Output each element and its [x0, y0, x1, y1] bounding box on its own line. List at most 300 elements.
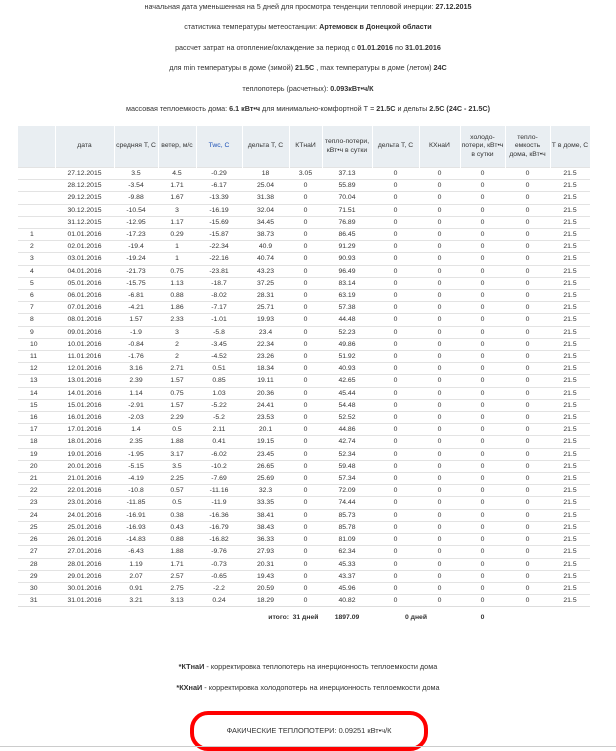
- table-row: [18, 253, 590, 265]
- col-header-cool-loss: холодо-потери, кВт•ч в сутки: [460, 126, 505, 168]
- table-cell: 0: [419, 168, 460, 180]
- table-cell: 0.41: [196, 436, 242, 448]
- table-row: [18, 277, 590, 289]
- table-cell: 52.52: [322, 412, 372, 424]
- table-row: [18, 460, 590, 472]
- table-cell: 40.74: [242, 253, 289, 265]
- table-cell: 0: [419, 485, 460, 497]
- table-cell: 0: [460, 595, 505, 607]
- table-cell: -16.36: [196, 509, 242, 521]
- totals-cool-loss: 0: [460, 607, 505, 630]
- table-cell: 0: [505, 326, 550, 338]
- table-cell: 0: [372, 253, 419, 265]
- table-cell: 0: [505, 204, 550, 216]
- table-cell: 0: [460, 290, 505, 302]
- table-cell: 0: [460, 534, 505, 546]
- table-cell: 20.59: [242, 582, 289, 594]
- table-cell: 21.5: [550, 387, 590, 399]
- table-cell: 0: [505, 399, 550, 411]
- table-cell: -1.9: [114, 326, 158, 338]
- col-header-twc[interactable]: Twc, C: [196, 126, 242, 168]
- table-cell: 0: [505, 436, 550, 448]
- table-cell: 0: [419, 363, 460, 375]
- table-cell: 0: [289, 302, 322, 314]
- table-cell: 25.01.2016: [55, 521, 114, 533]
- table-cell: 1.4: [114, 424, 158, 436]
- table-cell: 0: [289, 180, 322, 192]
- table-cell: 0: [419, 582, 460, 594]
- table-cell: 43.23: [242, 265, 289, 277]
- table-cell: 96.49: [322, 265, 372, 277]
- row-index-cell: 30: [18, 582, 55, 594]
- table-cell: 0: [419, 375, 460, 387]
- table-cell: 0: [372, 204, 419, 216]
- table-cell: 17.01.2016: [55, 424, 114, 436]
- table-cell: -7.69: [196, 473, 242, 485]
- table-cell: -5.22: [196, 399, 242, 411]
- table-cell: 0: [289, 436, 322, 448]
- table-cell: 32.04: [242, 204, 289, 216]
- table-cell: 3.13: [158, 595, 196, 607]
- table-cell: 14.01.2016: [55, 387, 114, 399]
- table-cell: -23.81: [196, 265, 242, 277]
- table-row: [18, 192, 590, 204]
- table-cell: -22.16: [196, 253, 242, 265]
- table-cell: 0: [505, 387, 550, 399]
- table-cell: 54.48: [322, 399, 372, 411]
- table-cell: 0: [372, 595, 419, 607]
- table-cell: 0: [419, 399, 460, 411]
- table-cell: -1.01: [196, 314, 242, 326]
- table-row: [18, 521, 590, 533]
- table-cell: 0: [505, 509, 550, 521]
- table-cell: 29.12.2015: [55, 192, 114, 204]
- table-cell: 0.24: [196, 595, 242, 607]
- table-cell: 0: [372, 290, 419, 302]
- table-cell: 21.5: [550, 265, 590, 277]
- row-index-cell: [18, 192, 55, 204]
- table-cell: 21.5: [550, 229, 590, 241]
- table-cell: 0: [419, 314, 460, 326]
- table-cell: 27.93: [242, 546, 289, 558]
- table-row: [18, 265, 590, 277]
- table-cell: 38.73: [242, 229, 289, 241]
- table-cell: 0: [505, 363, 550, 375]
- table-cell: -19.4: [114, 241, 158, 253]
- table-cell: 04.01.2016: [55, 265, 114, 277]
- table-cell: 0: [460, 241, 505, 253]
- row-index-cell: 15: [18, 399, 55, 411]
- table-row: [18, 497, 590, 509]
- table-cell: 0: [372, 180, 419, 192]
- table-cell: 10.01.2016: [55, 338, 114, 350]
- row-index-cell: 29: [18, 570, 55, 582]
- col-header-khnai: КХнаИ: [419, 126, 460, 168]
- col-header-avg-temp: средняя Т, С: [114, 126, 158, 168]
- col-header-heat-loss: тепло-потери, кВт•ч в сутки: [322, 126, 372, 168]
- table-cell: 52.23: [322, 326, 372, 338]
- table-cell: 27.12.2015: [55, 168, 114, 180]
- table-cell: 86.45: [322, 229, 372, 241]
- table-cell: -15.87: [196, 229, 242, 241]
- table-cell: 3: [158, 326, 196, 338]
- table-cell: 0: [505, 192, 550, 204]
- table-cell: 0: [460, 485, 505, 497]
- table-cell: -0.65: [196, 570, 242, 582]
- table-cell: 45.96: [322, 582, 372, 594]
- table-cell: 21.5: [550, 338, 590, 350]
- table-row: [18, 314, 590, 326]
- table-cell: 72.09: [322, 485, 372, 497]
- table-cell: 0: [289, 412, 322, 424]
- table-cell: 0: [419, 473, 460, 485]
- row-index-cell: 3: [18, 253, 55, 265]
- table-cell: 0: [372, 168, 419, 180]
- totals-heat-loss: 1897.09: [322, 607, 372, 630]
- table-cell: -9.76: [196, 546, 242, 558]
- table-cell: -6.17: [196, 180, 242, 192]
- table-cell: 0: [505, 216, 550, 228]
- table-cell: 45.33: [322, 558, 372, 570]
- table-cell: 09.01.2016: [55, 326, 114, 338]
- table-cell: 18.34: [242, 363, 289, 375]
- table-row: [18, 387, 590, 399]
- table-cell: -2.91: [114, 399, 158, 411]
- table-cell: 2.35: [114, 436, 158, 448]
- table-cell: 59.48: [322, 460, 372, 472]
- row-index-cell: 21: [18, 473, 55, 485]
- table-cell: 0: [289, 229, 322, 241]
- table-cell: -11.85: [114, 497, 158, 509]
- table-cell: 06.01.2016: [55, 290, 114, 302]
- table-cell: 1: [158, 253, 196, 265]
- table-cell: 0.75: [158, 387, 196, 399]
- row-index-cell: 4: [18, 265, 55, 277]
- totals-heat-days: 31 дней: [289, 607, 322, 630]
- col-header-index: [18, 126, 55, 168]
- table-cell: 1.57: [158, 375, 196, 387]
- table-cell: 21.5: [550, 534, 590, 546]
- table-cell: 0: [460, 460, 505, 472]
- table-cell: 02.01.2016: [55, 241, 114, 253]
- table-cell: 37.25: [242, 277, 289, 289]
- table-cell: 0: [372, 265, 419, 277]
- totals-cool-days: 0 дней: [372, 607, 460, 630]
- table-cell: 0: [289, 460, 322, 472]
- table-cell: 0: [419, 546, 460, 558]
- header-station: статистика температуры метеостанции: Артемовск в Донецкой области: [184, 22, 432, 31]
- table-cell: 0: [372, 546, 419, 558]
- table-cell: 0: [289, 387, 322, 399]
- table-cell: 1.13: [158, 277, 196, 289]
- table-cell: 0: [505, 290, 550, 302]
- table-cell: 83.14: [322, 277, 372, 289]
- table-cell: 0.88: [158, 534, 196, 546]
- table-body: [18, 168, 590, 607]
- col-header-date: дата: [55, 126, 114, 168]
- table-cell: 21.5: [550, 204, 590, 216]
- table-cell: 0: [372, 399, 419, 411]
- table-row: [18, 180, 590, 192]
- table-cell: 38.43: [242, 521, 289, 533]
- table-cell: 26.65: [242, 460, 289, 472]
- table-cell: 1.17: [158, 216, 196, 228]
- table-row: [18, 216, 590, 228]
- table-cell: 51.92: [322, 351, 372, 363]
- table-cell: 21.5: [550, 424, 590, 436]
- table-cell: 0: [505, 180, 550, 192]
- table-row: [18, 485, 590, 497]
- table-cell: 0: [419, 180, 460, 192]
- table-row: [18, 375, 590, 387]
- table-cell: 0: [460, 204, 505, 216]
- table-header-row: [18, 126, 590, 168]
- table-cell: 28.12.2015: [55, 180, 114, 192]
- table-cell: 62.34: [322, 546, 372, 558]
- table-row: [18, 595, 590, 607]
- table-cell: 0: [419, 351, 460, 363]
- table-cell: -16.19: [196, 204, 242, 216]
- table-cell: 03.01.2016: [55, 253, 114, 265]
- table-cell: 0.51: [196, 363, 242, 375]
- table-cell: 0: [372, 302, 419, 314]
- table-cell: 21.5: [550, 302, 590, 314]
- table-cell: 0: [460, 338, 505, 350]
- table-cell: 0: [289, 265, 322, 277]
- table-cell: 0: [372, 509, 419, 521]
- table-cell: 13.01.2016: [55, 375, 114, 387]
- table-cell: 21.5: [550, 326, 590, 338]
- table-cell: 18.01.2016: [55, 436, 114, 448]
- table-cell: 0: [372, 363, 419, 375]
- table-cell: 1: [158, 241, 196, 253]
- table-cell: 0.38: [158, 509, 196, 521]
- row-index-cell: 25: [18, 521, 55, 533]
- table-cell: 0: [289, 338, 322, 350]
- table-cell: -16.91: [114, 509, 158, 521]
- col-header-delta-t: дельта Т, С: [242, 126, 289, 168]
- table-cell: 3.5: [114, 168, 158, 180]
- table-cell: 0: [289, 326, 322, 338]
- table-cell: 0: [289, 204, 322, 216]
- row-index-cell: 19: [18, 448, 55, 460]
- table-cell: 07.01.2016: [55, 302, 114, 314]
- table-cell: 0.75: [158, 265, 196, 277]
- table-cell: 52.34: [322, 448, 372, 460]
- table-cell: 21.5: [550, 509, 590, 521]
- table-cell: 0: [460, 424, 505, 436]
- table-cell: 0: [372, 338, 419, 350]
- table-cell: -16.79: [196, 521, 242, 533]
- table-cell: 0: [372, 534, 419, 546]
- table-cell: 1.86: [158, 302, 196, 314]
- table-cell: 16.01.2016: [55, 412, 114, 424]
- table-cell: 20.31: [242, 558, 289, 570]
- table-cell: -0.73: [196, 558, 242, 570]
- table-cell: 2.11: [196, 424, 242, 436]
- table-cell: 19.43: [242, 570, 289, 582]
- table-cell: 0: [460, 265, 505, 277]
- table-cell: 0: [505, 314, 550, 326]
- table-cell: 0: [289, 570, 322, 582]
- table-cell: 0: [372, 570, 419, 582]
- row-index-cell: 14: [18, 387, 55, 399]
- table-cell: 0: [419, 302, 460, 314]
- table-cell: 0: [419, 497, 460, 509]
- table-cell: 31.01.2016: [55, 595, 114, 607]
- table-cell: 24.41: [242, 399, 289, 411]
- table-cell: -3.54: [114, 180, 158, 192]
- table-cell: 0: [372, 558, 419, 570]
- table-cell: 0: [289, 216, 322, 228]
- table-cell: 21.5: [550, 375, 590, 387]
- table-row: [18, 473, 590, 485]
- table-cell: 0: [289, 192, 322, 204]
- table-cell: 40.9: [242, 241, 289, 253]
- table-cell: 3.21: [114, 595, 158, 607]
- table-cell: -22.34: [196, 241, 242, 253]
- table-cell: -4.19: [114, 473, 158, 485]
- table-cell: 0: [505, 168, 550, 180]
- table-cell: -6.81: [114, 290, 158, 302]
- row-index-cell: 23: [18, 497, 55, 509]
- table-cell: 2.29: [158, 412, 196, 424]
- table-cell: 1.71: [158, 180, 196, 192]
- table-cell: -2.2: [196, 582, 242, 594]
- table-cell: -21.73: [114, 265, 158, 277]
- table-cell: 0: [372, 412, 419, 424]
- table-cell: 0: [505, 558, 550, 570]
- table-cell: 22.34: [242, 338, 289, 350]
- table-cell: 0: [460, 570, 505, 582]
- table-cell: 0: [505, 229, 550, 241]
- table-cell: 21.5: [550, 290, 590, 302]
- table-cell: 55.89: [322, 180, 372, 192]
- table-row: [18, 509, 590, 521]
- col-header-heat-capacity: тепло-емкость дома, кВт•ч: [505, 126, 550, 168]
- table-cell: -5.15: [114, 460, 158, 472]
- table-cell: 0.85: [196, 375, 242, 387]
- table-cell: 0: [505, 546, 550, 558]
- table-cell: 0: [419, 570, 460, 582]
- table-cell: 2.07: [114, 570, 158, 582]
- table-row: [18, 546, 590, 558]
- table-cell: 57.34: [322, 473, 372, 485]
- table-cell: 2.71: [158, 363, 196, 375]
- table-cell: 21.5: [550, 460, 590, 472]
- table-cell: 0: [419, 204, 460, 216]
- table-cell: 0: [289, 363, 322, 375]
- table-cell: -0.29: [196, 168, 242, 180]
- table-cell: 30.01.2016: [55, 582, 114, 594]
- table-cell: 34.45: [242, 216, 289, 228]
- table-cell: 0: [419, 387, 460, 399]
- table-cell: 49.86: [322, 338, 372, 350]
- table-cell: 0: [289, 558, 322, 570]
- table-cell: 1.88: [158, 546, 196, 558]
- table-cell: 21.5: [550, 253, 590, 265]
- header-start-date: начальная дата уменьшенная на 5 дней для просмотра тенденции тепловой инерции: 27.12.2015: [144, 2, 472, 11]
- table-cell: 0: [460, 436, 505, 448]
- table-cell: 21.5: [550, 448, 590, 460]
- table-cell: -11.9: [196, 497, 242, 509]
- table-cell: 76.89: [322, 216, 372, 228]
- row-index-cell: 10: [18, 338, 55, 350]
- temperature-table: [18, 126, 591, 629]
- row-index-cell: 18: [18, 436, 55, 448]
- table-cell: 37.13: [322, 168, 372, 180]
- table-cell: 0: [460, 326, 505, 338]
- table-row: [18, 351, 590, 363]
- table-cell: 19.01.2016: [55, 448, 114, 460]
- table-cell: 1.19: [114, 558, 158, 570]
- table-cell: -19.24: [114, 253, 158, 265]
- table-row: [18, 448, 590, 460]
- table-cell: 0: [460, 277, 505, 289]
- table-cell: 1.57: [158, 399, 196, 411]
- row-index-cell: 9: [18, 326, 55, 338]
- table-cell: 0: [505, 485, 550, 497]
- table-cell: 21.5: [550, 570, 590, 582]
- table-cell: 0: [460, 546, 505, 558]
- table-cell: 0: [372, 436, 419, 448]
- table-cell: 0: [419, 229, 460, 241]
- table-cell: 0: [419, 424, 460, 436]
- table-row: [18, 534, 590, 546]
- table-cell: 0: [505, 351, 550, 363]
- table-cell: 21.5: [550, 546, 590, 558]
- table-row: [18, 241, 590, 253]
- table-cell: 19.15: [242, 436, 289, 448]
- table-cell: 21.5: [550, 485, 590, 497]
- table-cell: 0: [372, 229, 419, 241]
- col-header-ktnai: КТнаИ: [289, 126, 322, 168]
- table-cell: 57.38: [322, 302, 372, 314]
- table-cell: 0: [289, 375, 322, 387]
- table-cell: 0: [419, 412, 460, 424]
- row-index-cell: [18, 168, 55, 180]
- table-cell: 0: [419, 338, 460, 350]
- table-cell: 27.01.2016: [55, 546, 114, 558]
- row-index-cell: 13: [18, 375, 55, 387]
- table-cell: 2.39: [114, 375, 158, 387]
- row-index-cell: 28: [18, 558, 55, 570]
- table-cell: 44.48: [322, 314, 372, 326]
- table-cell: 21.5: [550, 473, 590, 485]
- table-cell: 0: [419, 241, 460, 253]
- table-cell: 0: [372, 497, 419, 509]
- table-cell: 0: [372, 485, 419, 497]
- table-cell: 15.01.2016: [55, 399, 114, 411]
- table-cell: 19.11: [242, 375, 289, 387]
- header-period: рассчет затрат на отопление/охлаждение за период с 01.01.2016 по 31.01.2016: [175, 42, 441, 52]
- table-cell: 0: [372, 216, 419, 228]
- table-cell: 0: [289, 485, 322, 497]
- table-cell: -15.69: [196, 216, 242, 228]
- table-cell: 2.25: [158, 473, 196, 485]
- table-cell: 21.5: [550, 241, 590, 253]
- table-cell: 0: [419, 290, 460, 302]
- table-cell: 23.26: [242, 351, 289, 363]
- table-cell: 21.5: [550, 412, 590, 424]
- table-cell: 2: [158, 351, 196, 363]
- table-cell: 0.43: [158, 521, 196, 533]
- table-cell: 19.93: [242, 314, 289, 326]
- table-cell: 1.88: [158, 436, 196, 448]
- table-cell: 0: [289, 399, 322, 411]
- table-row: [18, 570, 590, 582]
- table-cell: 0: [372, 192, 419, 204]
